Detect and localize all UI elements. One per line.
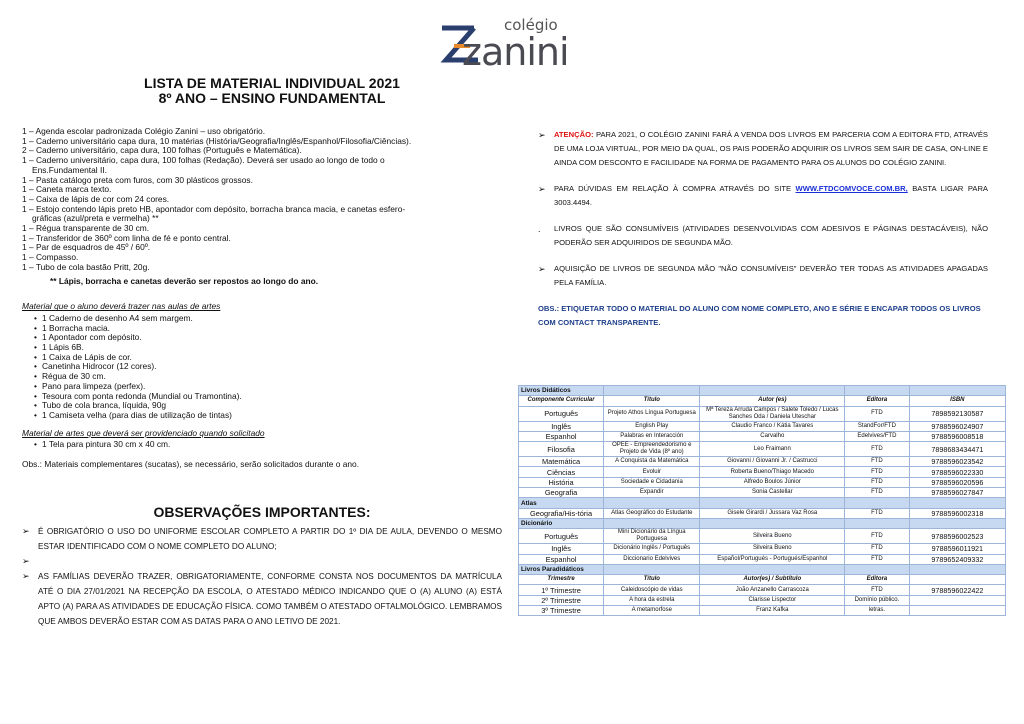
attention-text: PARA 2021, O COLÉGIO ZANINI FARÁ A VENDA DOS LIVROS EM PARCERIA COM A EDITORA FTD, ATRAVÉS DE UMA LOJA VIRTUAL, POR MEIO DA QUAL, OS PAIS PODERÃO ADQUIRIR OS LIVROS SEM SAIR DE CASA, ON-LINE E AINDA COM DESCONTO E FACILIDADE NA FORMA DE PAGAMENTO PARA OS ALUNOS DO COLÉGIO ZANINI. <box>554 130 988 167</box>
list-item: Ens.Fundamental II. <box>32 164 107 175</box>
table-header-cell: Título <box>604 396 700 406</box>
table-row <box>519 606 1006 616</box>
table-cell: Caleidoscópio de vidas <box>604 585 700 595</box>
table-row <box>519 431 1006 441</box>
material-list-column <box>22 76 502 629</box>
list-item: 1 – Caderno universitário, capa dura, 100 folhas (Redação). Deverá ser usado ao longo de todo o <box>22 155 385 166</box>
table-cell: OPEE - Empreendedorismo e Projeto de Vida (8º ano) <box>604 442 700 457</box>
table-cell: Roberta Bueno/Thiago Macedo <box>700 467 845 477</box>
replacement-note: ** Lápis, borracha e canetas deverão ser repostos ao longo do ano. <box>50 275 319 286</box>
table-section-row <box>519 386 1006 396</box>
table-cell: FTD <box>845 529 910 544</box>
table-header-cell <box>909 575 1005 585</box>
table-row <box>519 554 1006 564</box>
books-table <box>518 385 1006 616</box>
table-header-cell: Trimestre <box>519 575 604 585</box>
table-cell: 2º Trimestre <box>519 595 604 605</box>
table-header-cell: Editora <box>845 575 910 585</box>
table-cell: Giovanni / Giovanni Jr. / Castrucci <box>700 457 845 467</box>
table-cell: FTD <box>845 508 910 518</box>
list-item: • 1 Caixa de Lápis de cor. <box>36 353 502 363</box>
table-cell: Mª Tereza Arruda Campos / Salete Toledo / Lucas Sanches Oda / Daniela Uteschar <box>700 406 845 421</box>
list-item: 1 – Transferidor de 360º com linha de fé e ponto central. <box>22 232 231 243</box>
observations-title: OBSERVAÇÕES IMPORTANTES: <box>153 503 371 520</box>
label-books-note: OBS.: ETIQUETAR TODO O MATERIAL DO ALUNO COM NOME COMPLETO, ANO E SÉRIE E ENCAPAR TODOS OS LIVROS COM CONTACT TRANSPARENTE. <box>538 304 981 327</box>
table-cell: Matemática <box>519 457 604 467</box>
table-cell: Sonia Castellar <box>700 488 845 498</box>
table-cell: Edelvives/FTD <box>845 431 910 441</box>
page-title: LISTA DE MATERIAL INDIVIDUAL 2021 <box>144 75 400 91</box>
list-item: • 1 Lápis 6B. <box>36 343 502 353</box>
observations-list <box>22 524 502 629</box>
table-cell: Carvalho <box>700 431 845 441</box>
table-cell: Inglês <box>519 544 604 554</box>
logo-zanini-text: zanini <box>462 30 569 74</box>
table-cell: Geografia/His-tória <box>519 508 604 518</box>
table-cell: Silveira Bueno <box>700 529 845 544</box>
table-cell: FTD <box>845 457 910 467</box>
table-cell: Clarisse Lispector <box>700 595 845 605</box>
list-item: 1 – Agenda escolar padronizada Colégio Zanini – uso obrigatório. <box>22 126 266 136</box>
list-item: 1 – Compasso. <box>22 252 79 263</box>
doubts-item <box>538 182 988 210</box>
books-info-column <box>538 128 988 330</box>
observation-item: ➢ AS FAMÍLIAS DEVERÃO TRAZER, OBRIGATORIAMENTE, CONFORME CONSTA NOS DOCUMENTOS DA MATRÍCULA ATÉ O DIA 27/01/2021 NA RECEPÇÃO DA ESCOLA, O ATESTADO MÉDICO INDICANDO QUE O (A) ALUNO (A) ESTÁ APTO (A) PARA AS ATIVIDADES DE EDUCAÇÃO FÍSICA. COMO TAMBÉM O ATESTADO OFTALMOLÓGICO. LEMBRAMOS QUE AMBOS DEVERÃO ESTAR COM AS DATAS PARA O ANO LETIVO DE 2021. <box>22 569 502 629</box>
table-header-cell: Editora <box>845 396 910 406</box>
table-cell: Espanhol <box>519 554 604 564</box>
list-item: 1 – Par de esquadros de 45º / 60º. <box>22 242 151 253</box>
table-cell: Projeto Athos Língua Portuguesa <box>604 406 700 421</box>
table-row <box>519 585 1006 595</box>
list-item: • 1 Tela para pintura 30 cm x 40 cm. <box>36 440 502 450</box>
table-cell: Expandir <box>604 488 700 498</box>
table-cell: Livros Paradidáticos <box>519 564 604 574</box>
table-cell: A hora da estrela <box>604 595 700 605</box>
list-item: 2 – Caderno universitário, capa dura, 100 folhas (Português e Matemática). <box>22 145 302 156</box>
atlas-rows <box>519 508 1006 518</box>
table-cell: Dicionário Inglês / Português <box>604 544 700 554</box>
attention-item <box>538 128 988 170</box>
table-row <box>519 477 1006 487</box>
table-cell: Português <box>519 529 604 544</box>
table-cell: Geografia <box>519 488 604 498</box>
table-cell: 3º Trimestre <box>519 606 604 616</box>
table-section-row <box>519 518 1006 528</box>
table-cell: Dicionário <box>519 518 604 528</box>
table-cell: A Conquista da Matemática <box>604 457 700 467</box>
table-cell: Español/Portugués - Portugués/Espanhol <box>700 554 845 564</box>
attention-label: ATENÇÃO: <box>554 130 594 139</box>
list-item: 1 – Pasta catálogo preta com furos, com 30 plásticos grossos. <box>22 174 253 185</box>
list-item: 1 – Estojo contendo lápis preto HB, apontador com depósito, borracha branca macia, e canetas esfero- <box>22 203 406 214</box>
arts-later-section-title: Material de artes que deverá ser providenciado quando solicitado <box>22 427 265 438</box>
table-header-cell: ISBN <box>909 396 1005 406</box>
table-cell: Franz Kafka <box>700 606 845 616</box>
table-cell: 9788596020596 <box>909 477 1005 487</box>
table-cell: Ciências <box>519 467 604 477</box>
table-cell: 9788596022422 <box>909 585 1005 595</box>
table-row <box>519 467 1006 477</box>
table-cell: 9788596024907 <box>909 421 1005 431</box>
table-cell: FTD <box>845 544 910 554</box>
table-cell: 9788596027847 <box>909 488 1005 498</box>
table-section-row <box>519 564 1006 574</box>
table-row <box>519 544 1006 554</box>
table-header-cell: Autor (es) <box>700 396 845 406</box>
table-cell: História <box>519 477 604 487</box>
paradidaticos-rows <box>519 585 1006 616</box>
table-cell: FTD <box>845 406 910 421</box>
table-cell: A metamorfose <box>604 606 700 616</box>
didaticos-rows <box>519 406 1006 498</box>
arts-list <box>22 314 502 421</box>
table-cell: letras. <box>845 606 910 616</box>
table-cell: FTD <box>845 488 910 498</box>
table-cell: Alfredo Boulos Júnior <box>700 477 845 487</box>
list-item: 1 – Tubo de cola bastão Pritt, 20g. <box>22 261 150 272</box>
table-cell: Silveira Bueno <box>700 544 845 554</box>
page-subtitle: 8º ANO – ENSINO FUNDAMENTAL <box>158 90 386 106</box>
table-cell: Livros Didáticos <box>519 386 604 396</box>
table-row <box>519 488 1006 498</box>
table-cell: Mini Dicionário da Língua Portuguesa <box>604 529 700 544</box>
table-cell: Espanhol <box>519 431 604 441</box>
list-item: 1 – Caderno universitário capa dura, 10 matérias (História/Geografia/Inglês/Espanhol/Filosofia/Ciências). <box>22 135 412 146</box>
table-cell: FTD <box>845 442 910 457</box>
dicionario-rows <box>519 529 1006 565</box>
complementary-materials-note: Obs.: Materiais complementares (sucatas), se necessário, serão solicitados durante o ano. <box>22 459 360 470</box>
table-row <box>519 508 1006 518</box>
table-cell: 1º Trimestre <box>519 585 604 595</box>
list-item: gráficas (azul/preta e vermelha) ** <box>32 213 159 224</box>
doubts-tail: BASTA LIGAR PARA 3003.4494. <box>554 184 988 207</box>
table-row <box>519 595 1006 605</box>
list-item: • Pano para limpeza (perfex). <box>36 382 502 392</box>
table-cell: 9788596002523 <box>909 529 1005 544</box>
table-cell: FTD <box>845 585 910 595</box>
table-header-row <box>519 575 1006 585</box>
list-item: • 1 Borracha macia. <box>36 324 502 334</box>
table-cell: Diccionario Edelvives <box>604 554 700 564</box>
table-cell: 9788596011921 <box>909 544 1005 554</box>
table-cell: FTD <box>845 467 910 477</box>
table-cell: FTD <box>845 554 910 564</box>
table-header-cell: Componente Curricular <box>519 396 604 406</box>
list-item: • Canetinha Hidrocor (12 cores). <box>36 362 502 372</box>
table-cell: Sociedade e Cidadania <box>604 477 700 487</box>
observation-item <box>22 554 502 569</box>
table-cell: Leo Fraimann <box>700 442 845 457</box>
second-hand-item: ➢ AQUISIÇÃO DE LIVROS DE SEGUNDA MÃO "NÃO CONSUMÍVEIS" DEVERÃO TER TODAS AS ATIVIDADES APAGADAS PELA FAMÍLIA. <box>538 262 988 290</box>
doubts-text: PARA DÚVIDAS EM RELAÇÃO À COMPRA ATRAVÉS DO SITE <box>554 184 792 193</box>
table-cell: 9788596008518 <box>909 431 1005 441</box>
table-cell: 9788596022330 <box>909 467 1005 477</box>
table-cell: Atlas <box>519 498 604 508</box>
table-cell: 9788596023542 <box>909 457 1005 467</box>
table-header-cell: Título <box>604 575 700 585</box>
table-cell: StandFor/FTD <box>845 421 910 431</box>
table-cell: Filosofia <box>519 442 604 457</box>
table-cell: João Anzanello Carrascoza <box>700 585 845 595</box>
list-item: • 1 Apontador com depósito. <box>36 333 502 343</box>
ftd-site-link[interactable]: WWW.FTDCOMVOCE.COM.BR, <box>795 184 908 193</box>
table-cell: Atlas Geográfico do Estudante <box>604 508 700 518</box>
table-cell: English Play <box>604 421 700 431</box>
table-cell: 7898683434471 <box>909 442 1005 457</box>
logo-colegio-text: colégio <box>504 16 558 34</box>
table-cell <box>909 606 1005 616</box>
table-cell: Português <box>519 406 604 421</box>
table-cell: Gisele Girardi / Jussara Vaz Rosa <box>700 508 845 518</box>
material-list <box>22 127 502 273</box>
table-cell: Claudio Franco / Kátia Tavares <box>700 421 845 431</box>
table-cell: Palabras en Interacción <box>604 431 700 441</box>
school-logo <box>440 12 610 72</box>
table-row <box>519 406 1006 421</box>
observation-item: ➢ É OBRIGATÓRIO O USO DO UNIFORME ESCOLAR COMPLETO A PARTIR DO 1º DIA DE AULA, DEVENDO O MESMO ESTAR IDENTIFICADO COM O NOME COMPLETO DO ALUNO; <box>22 524 502 554</box>
list-item: • 1 Caderno de desenho A4 sem margem. <box>36 314 502 324</box>
list-item: • 1 Camiseta velha (para dias de utilização de tintas) <box>36 411 502 421</box>
list-item: 1 – Régua transparente de 30 cm. <box>22 223 150 234</box>
arts-section-title: Material que o aluno deverá trazer nas aulas de artes <box>22 301 221 312</box>
table-row <box>519 421 1006 431</box>
table-header-row <box>519 396 1006 406</box>
table-row <box>519 457 1006 467</box>
arts-later-list <box>22 440 502 450</box>
table-cell: Domínio público. <box>845 595 910 605</box>
table-cell: Evoluir <box>604 467 700 477</box>
list-item: 1 – Caixa de lápis de cor com 24 cores. <box>22 193 170 204</box>
table-header-cell: Autor(es) / Subtítulo <box>700 575 845 585</box>
table-cell: 9789652409332 <box>909 554 1005 564</box>
table-cell: 7898592130587 <box>909 406 1005 421</box>
table-cell: 9788596002318 <box>909 508 1005 518</box>
list-item: • Régua de 30 cm. <box>36 372 502 382</box>
table-row <box>519 529 1006 544</box>
list-item: 1 – Caneta marca texto. <box>22 184 112 195</box>
table-row <box>519 442 1006 457</box>
table-section-row <box>519 498 1006 508</box>
list-item: • Tubo de cola branca, líquida, 90g <box>36 401 502 411</box>
table-cell: Inglês <box>519 421 604 431</box>
consumable-books-item: . LIVROS QUE SÃO CONSUMÍVEIS (ATIVIDADES DESENVOLVIDAS COM ADESIVOS E PÁGINAS DESTACÁVEIS), NÃO PODERÃO SER ADQUIRIDOS DE SEGUNDA MÃO. <box>538 222 988 250</box>
table-cell <box>909 595 1005 605</box>
list-item: • Tesoura com ponta redonda (Mundial ou Tramontina). <box>36 392 502 402</box>
table-cell: FTD <box>845 477 910 487</box>
